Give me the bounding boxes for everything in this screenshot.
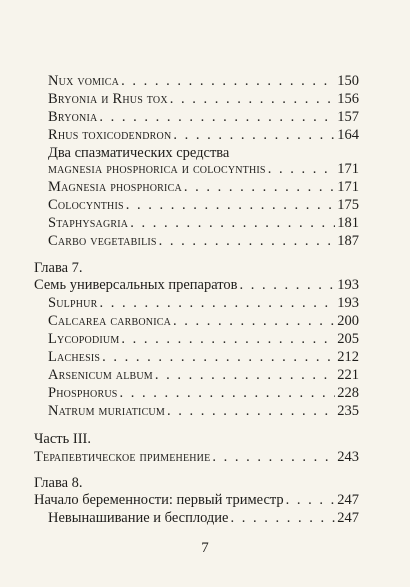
toc-entry-title: Терапевтическое применение: [34, 449, 211, 465]
toc-entry-page: 221: [337, 367, 359, 383]
leader-dots: [170, 90, 335, 108]
toc-entry-title: Невынашивание и бесплодие: [48, 510, 229, 526]
leader-dots: [130, 214, 335, 232]
leader-dots: [121, 330, 335, 348]
toc-entry-magnesia-colocynthis: [48, 160, 359, 178]
toc-entry-staphysagria: [48, 214, 359, 232]
toc-entry-page: 171: [337, 161, 359, 177]
toc-entry-page: 247: [337, 492, 359, 508]
leader-dots: [173, 126, 335, 144]
toc-entry-page: 205: [337, 331, 359, 347]
toc-entry-colocynthis: [48, 196, 359, 214]
toc-entry-page: 156: [337, 91, 359, 107]
toc-entry-title: Lachesis: [48, 349, 101, 365]
toc-entry-title: Bryonia и Rhus tox: [48, 91, 168, 107]
toc-entry-title: Arsenicum album: [48, 367, 153, 383]
leader-dots: [173, 312, 335, 330]
toc-entry-title: Phosphorus: [48, 385, 118, 401]
leader-dots: [99, 108, 335, 126]
toc-entry-miscarriage-infertility: [48, 509, 359, 527]
chapter-7-label: Глава 7.: [34, 260, 83, 276]
leader-dots: [126, 196, 335, 214]
leader-dots: [240, 276, 335, 294]
leader-dots: [121, 72, 335, 90]
page-number: 7: [201, 540, 209, 556]
chapter-8-label: Глава 8.: [34, 475, 83, 491]
toc-entry-page: 247: [337, 510, 359, 526]
toc-entry-chapter-8: [34, 491, 359, 509]
toc-entry-bryonia: [48, 108, 359, 126]
toc-entry-lachesis: [48, 348, 359, 366]
toc-entry-lycopodium: [48, 330, 359, 348]
part-3-label: Часть III.: [34, 431, 91, 447]
toc-entry-page: 200: [337, 313, 359, 329]
leader-dots: [155, 366, 335, 384]
toc-entry-title: Carbo vegetabilis: [48, 233, 157, 249]
toc-entry-page: 235: [337, 403, 359, 419]
toc-entry-two-remedies-heading: Два спазматических средства: [48, 145, 230, 161]
leader-dots: [184, 178, 335, 196]
toc-entry-title: Magnesia phosphorica: [48, 179, 182, 195]
leader-dots: [120, 384, 335, 402]
toc-entry-page: 193: [337, 295, 359, 311]
leader-dots: [231, 509, 336, 527]
toc-entry-title: Семь универсальных препаратов: [34, 277, 238, 293]
toc-entry-title: Sulphur: [48, 295, 98, 311]
toc-entry-title: Nux vomica: [48, 73, 120, 89]
toc-entry-title: magnesia phosphorica и colocynthis: [48, 161, 266, 177]
toc-entry-page: 243: [337, 449, 359, 465]
toc-entry-arsenicum-album: [48, 366, 359, 384]
toc-entry-title: Начало беременности: первый триместр: [34, 492, 284, 508]
toc-entry-bryonia-rhus: [48, 90, 359, 108]
toc-entry-rhus-toxicodendron: [48, 126, 359, 144]
toc-entry-page: 181: [337, 215, 359, 231]
toc-entry-page: 212: [337, 349, 359, 365]
toc-entry-page: 164: [337, 127, 359, 143]
toc-entry-title: Lycopodium: [48, 331, 120, 347]
toc-entry-chapter-7: [34, 276, 359, 294]
toc-entry-title: Colocynthis: [48, 197, 124, 213]
leader-dots: [268, 160, 335, 178]
toc-entry-page: 157: [337, 109, 359, 125]
toc-entry-page: 150: [337, 73, 359, 89]
toc-entry-magnesia-phosphorica: [48, 178, 359, 196]
toc-entry-page: 187: [337, 233, 359, 249]
toc-entry-page: 193: [337, 277, 359, 293]
toc-entry-part-3: [34, 448, 359, 466]
toc-entry-title: Rhus toxicodendron: [48, 127, 172, 143]
leader-dots: [99, 294, 335, 312]
toc-entry-title: Natrum muriaticum: [48, 403, 165, 419]
leader-dots: [286, 491, 335, 509]
leader-dots: [159, 232, 335, 250]
leader-dots: [212, 448, 335, 466]
toc-entry-natrum-muriaticum: [48, 402, 359, 420]
toc-entry-title: Calcarea carbonica: [48, 313, 172, 329]
toc-entry-sulphur: [48, 294, 359, 312]
toc-entry-page: 171: [337, 179, 359, 195]
toc-entry-page: 175: [337, 197, 359, 213]
toc-entry-title: Staphysagria: [48, 215, 129, 231]
toc-entry-phosphorus: [48, 384, 359, 402]
toc-entry-page: 228: [337, 385, 359, 401]
leader-dots: [102, 348, 335, 366]
toc-entry-nux-vomica: [48, 72, 359, 90]
toc-entry-calcarea-carbonica: [48, 312, 359, 330]
toc-entry-title: Bryonia: [48, 109, 98, 125]
leader-dots: [167, 402, 335, 420]
toc-entry-carbo-vegetabilis: [48, 232, 359, 250]
